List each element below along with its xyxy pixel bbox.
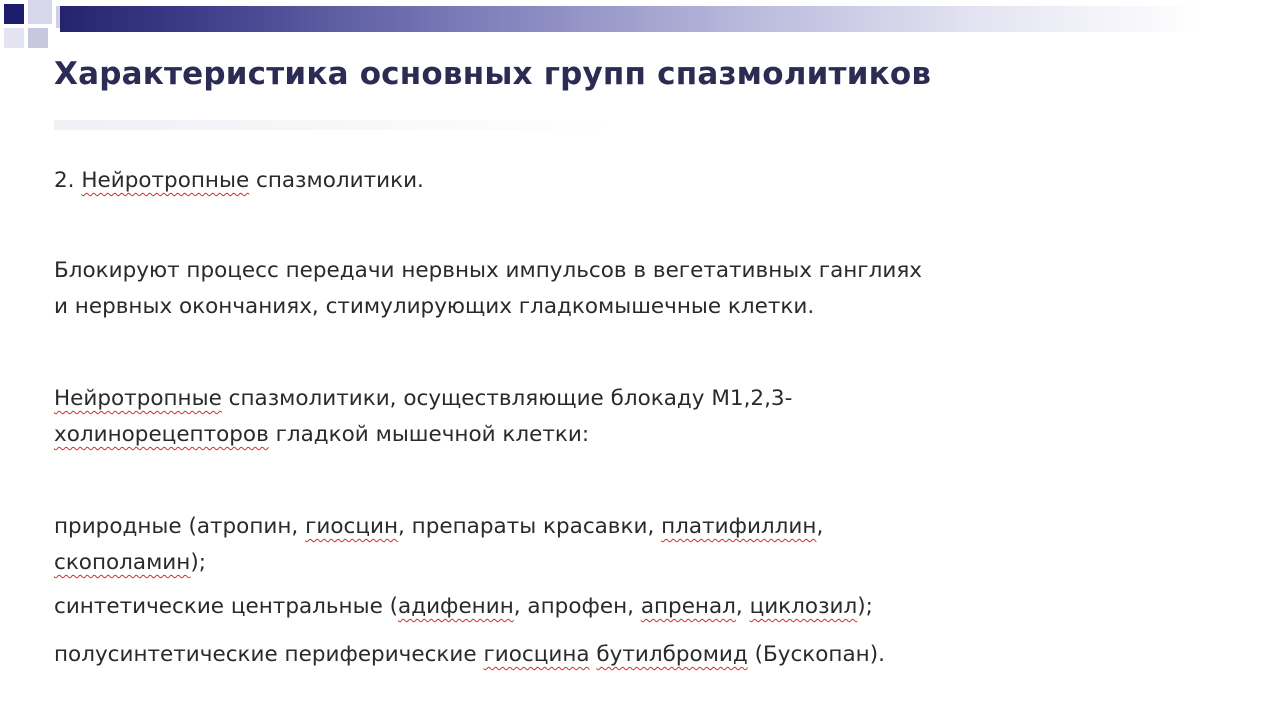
text-run: природные (атропин,: [54, 514, 306, 539]
text-run: полусинтетические периферические: [54, 642, 484, 667]
text-run: );: [190, 550, 206, 575]
list-item-natural: [54, 509, 823, 581]
text-run: спазмолитики.: [249, 168, 424, 193]
spellcheck-word: холинорецепторов: [54, 422, 269, 447]
text-run: 2.: [54, 168, 82, 193]
text-run: спазмолитики, осуществляющие блокаду М1,2,3-: [221, 386, 793, 411]
subheading-paragraph: [54, 381, 792, 453]
text-run: );: [857, 594, 873, 619]
spellcheck-word: Нейротропные: [54, 386, 222, 411]
description-paragraph: [54, 253, 922, 325]
text-line: и нервных окончаниях, стимулирующих гладкомышечные клетки.: [54, 294, 815, 319]
spellcheck-word: платифиллин: [661, 514, 817, 539]
list-item-semisynthetic: [54, 637, 885, 673]
spellcheck-word: адифенин: [398, 594, 514, 619]
section-heading: [54, 163, 424, 199]
text-run: , препараты красавки,: [398, 514, 662, 539]
decor-square: [4, 4, 24, 24]
spellcheck-word: скополамин: [54, 550, 191, 575]
spellcheck-word: бутилбромид: [596, 642, 748, 667]
text-line: Блокируют процесс передачи нервных импульсов в вегетативных ганглиях: [54, 258, 922, 283]
title-divider: [54, 120, 614, 130]
slide-title: Характеристика основных групп спазмолитиков: [54, 56, 932, 92]
spellcheck-word: Нейротропные: [81, 168, 250, 193]
spellcheck-word: апренал: [640, 594, 736, 619]
text-run: гладкой мышечной клетки:: [268, 422, 590, 447]
header-gradient-bar: [60, 6, 1200, 32]
decor-square: [28, 28, 48, 48]
text-run: ,: [816, 514, 824, 539]
spellcheck-word: гиосцин: [305, 514, 399, 539]
spellcheck-word: циклозил: [749, 594, 858, 619]
text-run: (Бускопан).: [747, 642, 885, 667]
spellcheck-word: гиосцина: [483, 642, 590, 667]
text-run: синтетические центральные (: [54, 594, 399, 619]
text-run: , апрофен,: [513, 594, 641, 619]
list-item-synthetic: [54, 589, 873, 625]
decor-square: [4, 28, 24, 48]
decor-square: [28, 0, 52, 24]
text-run: ,: [735, 594, 750, 619]
